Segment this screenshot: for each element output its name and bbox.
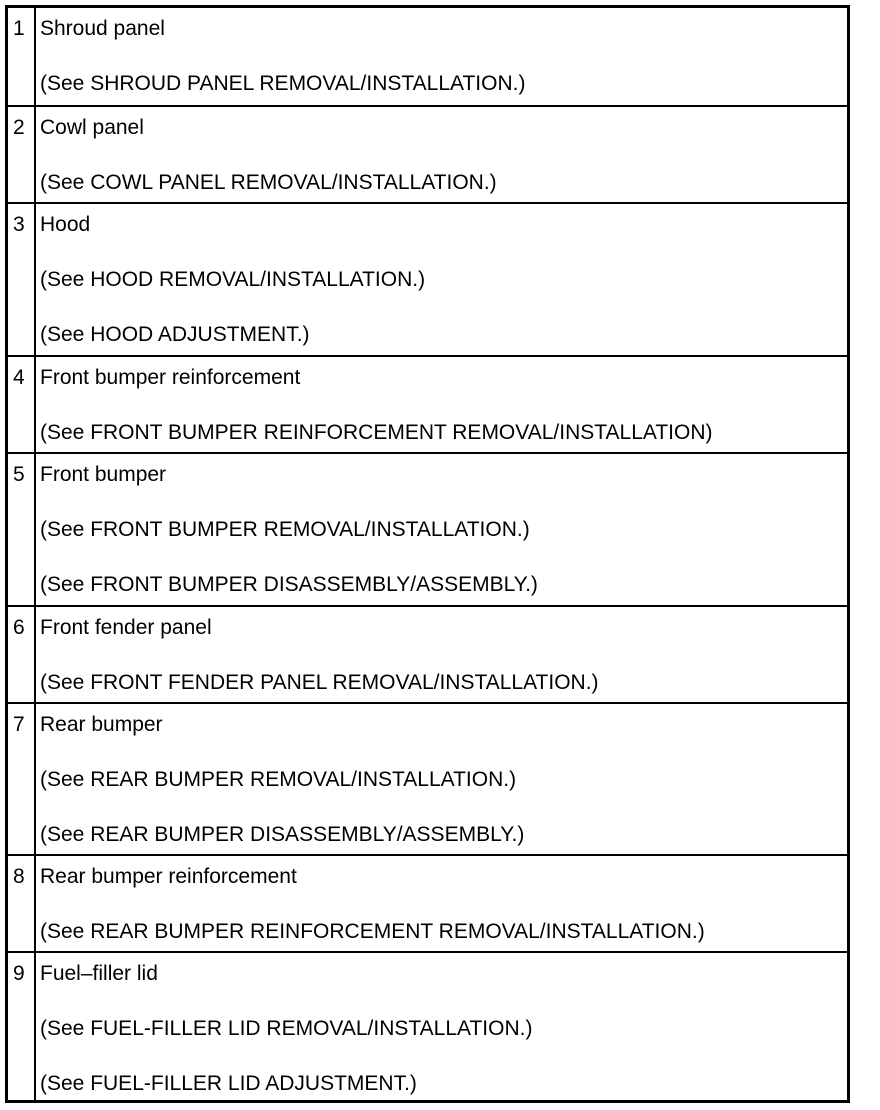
item-title: Front bumper (40, 463, 167, 486)
table-row-3 (8, 202, 847, 357)
item-reference: (See REAR BUMPER DISASSEMBLY/ASSEMBLY.) (40, 823, 525, 846)
item-reference: (See HOOD REMOVAL/INSTALLATION.) (40, 268, 426, 291)
item-title: Rear bumper reinforcement (40, 865, 297, 888)
item-number: 9 (13, 962, 25, 985)
item-reference: (See REAR BUMPER REINFORCEMENT REMOVAL/INSTALLATION.) (40, 920, 705, 943)
item-number: 1 (13, 17, 25, 40)
table-row-5 (8, 452, 847, 607)
item-title: Front fender panel (40, 616, 212, 639)
item-title: Hood (40, 213, 91, 236)
item-title: Shroud panel (40, 17, 165, 40)
table-row-2 (8, 105, 847, 204)
item-reference: (See FUEL-FILLER LID REMOVAL/INSTALLATION.) (40, 1017, 533, 1040)
item-number: 5 (13, 463, 25, 486)
table-row-8 (8, 854, 847, 953)
item-reference: (See FUEL-FILLER LID ADJUSTMENT.) (40, 1072, 417, 1095)
item-reference: (See FRONT BUMPER REMOVAL/INSTALLATION.) (40, 518, 530, 541)
item-number: 7 (13, 713, 25, 736)
item-reference: (See FRONT BUMPER DISASSEMBLY/ASSEMBLY.) (40, 573, 538, 596)
item-reference: (See REAR BUMPER REMOVAL/INSTALLATION.) (40, 768, 517, 791)
item-reference: (See FRONT BUMPER REINFORCEMENT REMOVAL/INSTALLATION) (40, 421, 713, 444)
item-reference: (See HOOD ADJUSTMENT.) (40, 323, 310, 346)
table-row-1 (8, 8, 847, 105)
item-reference: (See COWL PANEL REMOVAL/INSTALLATION.) (40, 171, 497, 194)
table-row-4 (8, 355, 847, 454)
table-row-7 (8, 702, 847, 856)
item-number: 6 (13, 616, 25, 639)
item-number: 3 (13, 213, 25, 236)
item-number: 8 (13, 865, 25, 888)
item-title: Front bumper reinforcement (40, 366, 301, 389)
item-number: 4 (13, 366, 25, 389)
table-row-6 (8, 605, 847, 704)
table-row-9 (8, 951, 847, 1102)
item-title: Cowl panel (40, 116, 144, 139)
item-reference: (See SHROUD PANEL REMOVAL/INSTALLATION.) (40, 72, 526, 95)
item-number: 2 (13, 116, 25, 139)
item-title: Fuel–filler lid (40, 962, 158, 985)
item-title: Rear bumper (40, 713, 163, 736)
item-reference: (See FRONT FENDER PANEL REMOVAL/INSTALLATION.) (40, 671, 599, 694)
parts-reference-table (5, 5, 850, 1103)
